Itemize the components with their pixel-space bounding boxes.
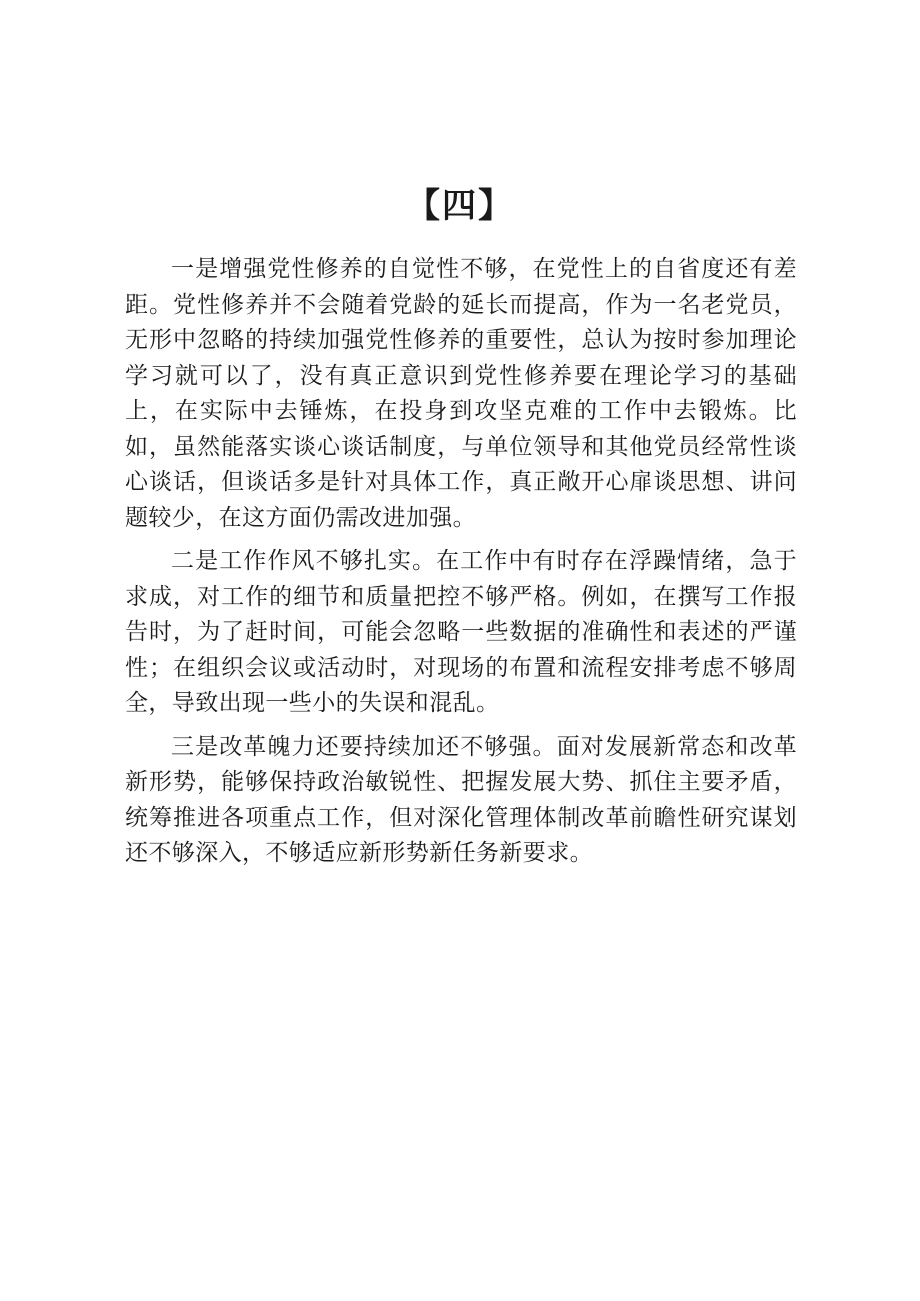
paragraph-2: 二是工作作风不够扎实。在工作中有时存在浮躁情绪，急于求成，对工作的细节和质量把控不够严格。例如，在撰写工作报告时，为了赶时间，可能会忽略一些数据的准确性和表述的严谨性；在组织会议或活动时，对现场的布置和流程安排考虑不够周全，导致出现一些小的失误和混乱。 bbox=[125, 548, 797, 716]
paragraph-3: 三是改革魄力还要持续加还不够强。面对发展新常态和改革新形势，能够保持政治敏锐性、把握发展大势、抓住主要矛盾，统筹推进各项重点工作，但对深化管理体制改革前瞻性研究谋划还不够深入，不够适应新形势新任务新要求。 bbox=[125, 733, 797, 866]
document-body bbox=[125, 252, 797, 880]
paragraph-1: 一是增强党性修养的自觉性不够，在党性上的自省度还有差距。党性修养并不会随着党龄的延长而提高，作为一名老党员，无形中忽略的持续加强党性修养的重要性，总认为按时参加理论学习就可以了，没有真正意识到党性修养要在理论学习的基础上，在实际中去锤炼，在投身到攻坚克难的工作中去锻炼。比如，虽然能落实谈心谈话制度，与单位领导和其他党员经常性谈心谈话，但谈话多是针对具体工作，真正敞开心扉谈思想、讲问题较少，在这方面仍需改进加强。 bbox=[125, 256, 797, 531]
document-title: 【四】 bbox=[406, 186, 514, 226]
